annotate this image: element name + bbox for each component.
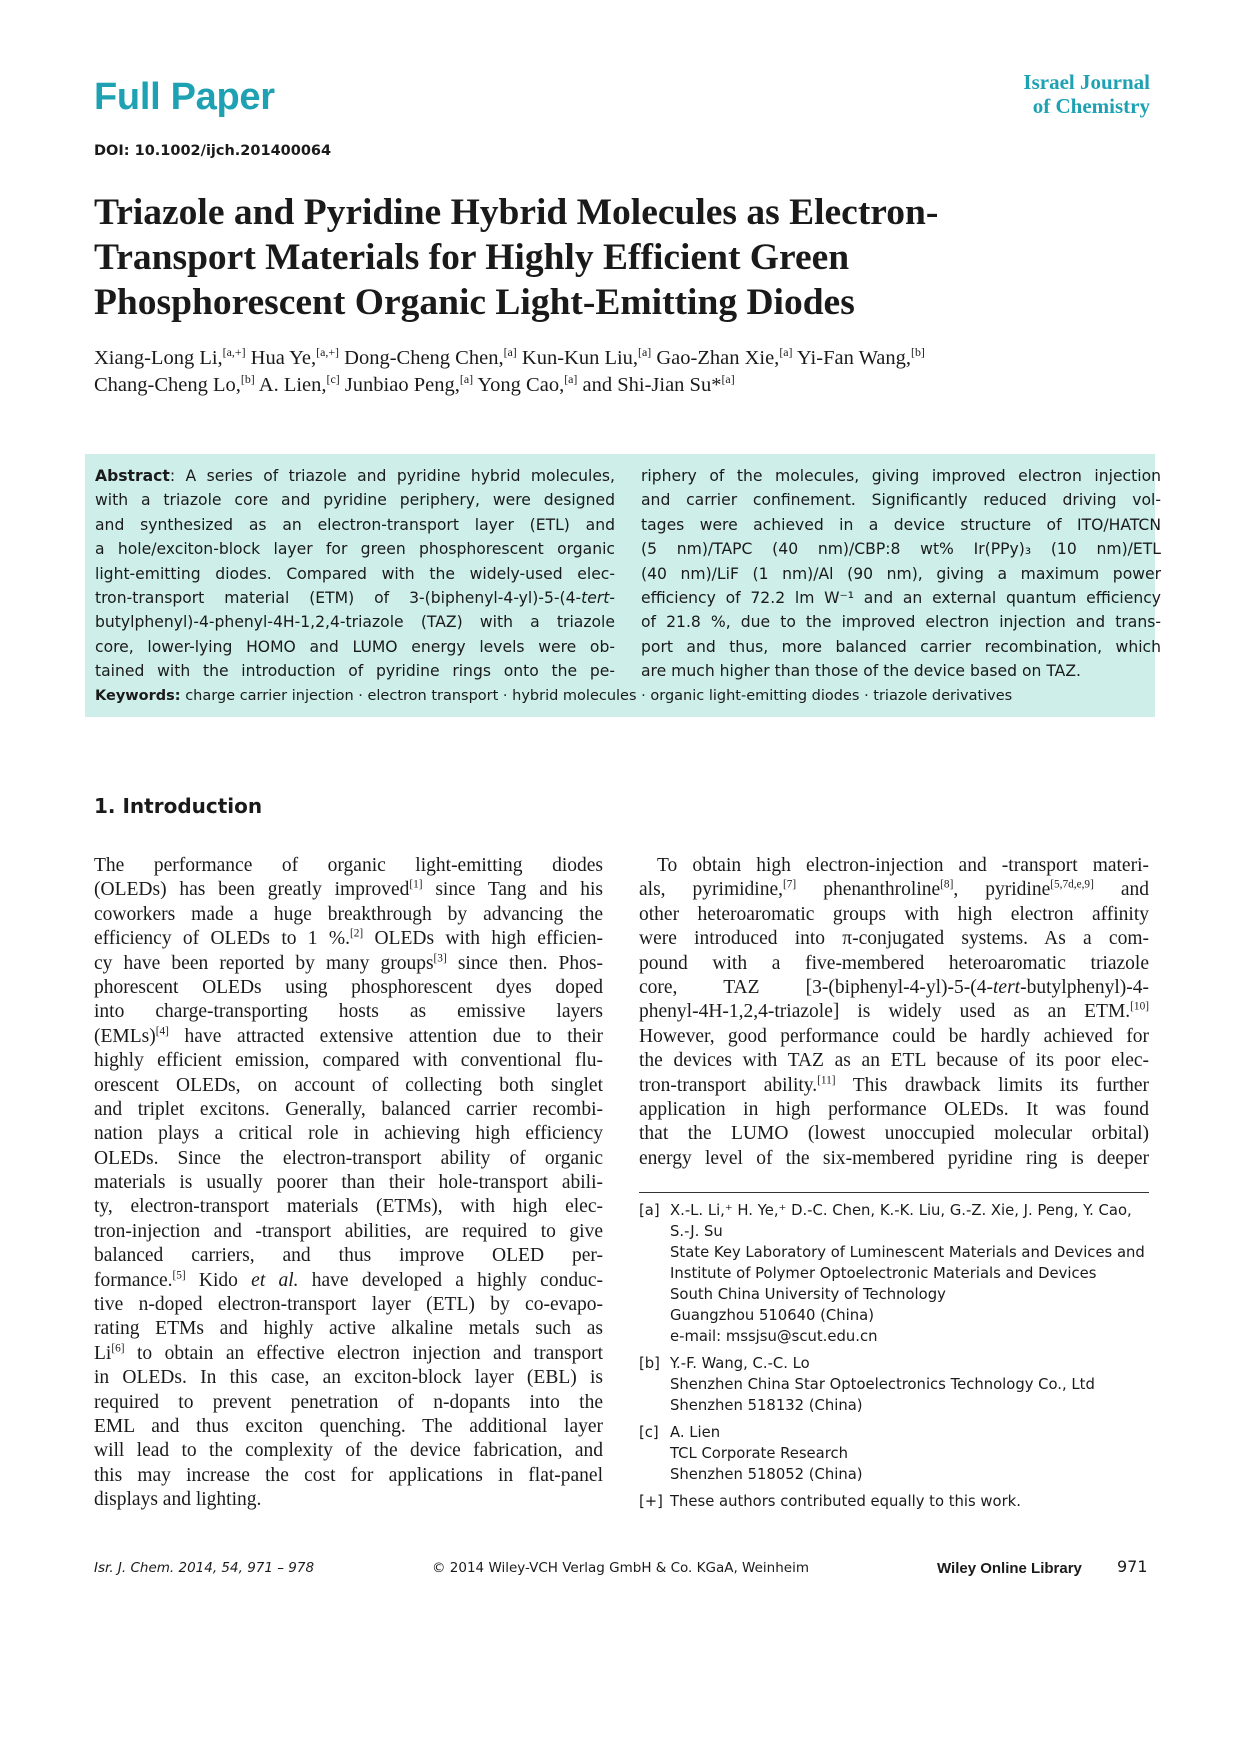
- text-line: energy level of the six-membered pyridine ring is deeper: [639, 1147, 1149, 1169]
- paper-title: [94, 190, 1094, 325]
- abstract-label: Abstract: [95, 467, 170, 485]
- abstract-right-column: [641, 464, 1161, 684]
- text-line: other heteroaromatic groups with high electron affinity: [639, 903, 1149, 925]
- abstract-line: core, lower-lying HOMO and LUMO energy levels were ob-: [95, 637, 615, 656]
- text-line: application in high performance OLEDs. It was found: [639, 1098, 1149, 1120]
- author-name: Junbiao Peng,: [344, 374, 460, 396]
- text-line: Li[6] to obtain an effective electron injection and transport: [94, 1342, 603, 1364]
- journal-name-line2: of Chemistry: [1032, 94, 1150, 118]
- affiliation-divider: [639, 1192, 1149, 1193]
- text-line: into charge-transporting hosts as emissive layers: [94, 1001, 603, 1023]
- author-list: [94, 345, 1154, 399]
- affiliations: [639, 1200, 1154, 1518]
- keywords: [95, 688, 1012, 704]
- intro-left-column: [94, 854, 603, 1513]
- abstract-line: [95, 464, 615, 488]
- text-line: als, pyrimidine,[7] phenanthroline[8], pyridine[5,7d,e,9] and: [639, 878, 1150, 901]
- affiliation: [639, 1200, 1154, 1347]
- affiliation: [639, 1422, 1154, 1485]
- author: [656, 347, 792, 369]
- author: [94, 347, 246, 369]
- abstract-line: and synthesized as an electron-transport layer (ETL) and: [95, 515, 615, 534]
- abstract-left-column: [95, 464, 615, 684]
- author: [797, 347, 925, 369]
- affiliation-line: TCL Corporate Research: [670, 1445, 848, 1462]
- section-heading-introduction: 1. Introduction: [94, 794, 263, 818]
- author-affiliation-mark: [a]: [721, 372, 735, 387]
- doi[interactable]: DOI: 10.1002/ijch.201400064: [94, 143, 332, 159]
- text-line: phorescent OLEDs using phosphorescent dyes doped: [94, 976, 603, 998]
- text-line: of 21.8 %, due to the improved electron injection and trans-: [641, 613, 1161, 632]
- author-name: Yi-Fan Wang,: [796, 347, 912, 369]
- author: [583, 374, 735, 396]
- affiliation-line: A. Lien: [670, 1424, 721, 1441]
- author-affiliation-mark: [a]: [564, 372, 578, 387]
- title-line: Phosphorescent Organic Light-Emitting Diodes: [94, 282, 855, 323]
- author-affiliation-mark: [c]: [326, 372, 340, 387]
- text-line: orescent OLEDs, on account of collecting both singlet: [94, 1074, 603, 1096]
- text-line: will lead to the complexity of the device fabrication, and: [94, 1440, 603, 1462]
- intro-right-column: [639, 854, 1149, 1171]
- text-line: However, good performance could be hardly achieved for: [639, 1025, 1149, 1047]
- text-line: OLEDs. Since the electron-transport ability of organic: [94, 1147, 603, 1169]
- author: [344, 347, 517, 369]
- author-affiliation-mark: [b]: [911, 345, 925, 360]
- journal-name-line1: Israel Journal: [1023, 70, 1150, 94]
- author: [522, 347, 651, 369]
- affiliation-line: Guangzhou 510640 (China): [670, 1307, 874, 1324]
- text-line: were introduced into π-conjugated systems. As a com-: [639, 928, 1149, 950]
- text-line: and carrier confinement. Significantly reduced driving vol-: [641, 491, 1161, 510]
- text-line: (40 nm)/LiF (1 nm)/Al (90 nm), giving a maximum power: [641, 564, 1161, 583]
- text-line: (OLEDs) has been greatly improved[1] since Tang and his: [94, 878, 603, 901]
- affiliation-tag: [a]: [639, 1202, 660, 1219]
- text-line: and triplet excitons. Generally, balanced carrier recombi-: [94, 1098, 603, 1120]
- author-name: and Shi-Jian Su*: [582, 374, 722, 396]
- text-line: are much higher than those of the device based on TAZ.: [641, 662, 1081, 681]
- abstract-line: tained with the introduction of pyridine rings onto the pe-: [95, 662, 615, 681]
- text-line: efficiency of 72.2 lm W⁻¹ and an external quantum efficiency: [641, 588, 1161, 607]
- author: [251, 347, 339, 369]
- keywords-label: Keywords:: [95, 688, 181, 704]
- text-line: (5 nm)/TAPC (40 nm)/CBP:8 wt% Ir(PPy)₃ (10 nm)/ETL: [641, 540, 1161, 559]
- author-name: Chang-Cheng Lo,: [94, 374, 241, 396]
- author-name: Dong-Cheng Chen,: [344, 347, 504, 369]
- author: [259, 374, 340, 396]
- abstract-text: : A series of triazole and pyridine hybrid molecules,: [169, 467, 615, 485]
- text-line: coworkers made a huge breakthrough by advancing the: [94, 903, 603, 925]
- author-affiliation-mark: [b]: [240, 372, 255, 387]
- author-name: A. Lien,: [258, 374, 327, 396]
- text-line: tron-transport ability.[11] This drawback limits its further: [639, 1074, 1150, 1096]
- title-line: Transport Materials for Highly Efficient Green: [94, 237, 850, 278]
- text-line: rating ETMs and highly active alkaline metals such as: [94, 1318, 603, 1340]
- text-line: the devices with TAZ as an ETL because of its poor elec-: [639, 1050, 1149, 1072]
- affiliation: [639, 1353, 1154, 1416]
- text-line: that the LUMO (lowest unoccupied molecular orbital): [639, 1123, 1149, 1145]
- text-line: tive n-doped electron-transport layer (ETL) by co-evapo-: [94, 1294, 603, 1316]
- abstract-line: butylphenyl)-4-phenyl-4H-1,2,4-triazole (TAZ) with a triazole: [95, 613, 615, 632]
- section-type-label: Full Paper: [94, 76, 275, 118]
- text-line: core, TAZ [3-(biphenyl-4-yl)-5-(4-tert-butylphenyl)-4-: [639, 976, 1149, 998]
- affiliation-line: Shenzhen 518052 (China): [670, 1466, 863, 1483]
- author: [94, 374, 255, 396]
- text-line: nation plays a critical role in achieving high efficiency: [94, 1123, 603, 1145]
- abstract-line: tron-transport material (ETM) of 3-(biphenyl-4-yl)-5-(4-tert-: [95, 588, 615, 607]
- author-name: Gao-Zhan Xie,: [656, 347, 780, 369]
- text-line: tages were achieved in a device structure of ITO/HATCN: [641, 515, 1161, 534]
- text-line: formance.[5] Kido et al. have developed a highly conduc-: [94, 1269, 603, 1291]
- author-name: Kun-Kun Liu,: [521, 347, 639, 369]
- author-affiliation-mark: [a,+]: [222, 345, 246, 360]
- footer-citation: Isr. J. Chem. 2014, 54, 971 – 978: [94, 1560, 315, 1576]
- text-line: The performance of organic light-emitting diodes: [94, 855, 603, 876]
- affiliation-tag: [+]: [639, 1493, 663, 1510]
- affiliation-line: Y.-F. Wang, C.-C. Lo: [670, 1355, 810, 1372]
- text-line: efficiency of OLEDs to 1 %.[2] OLEDs with high efficien-: [94, 927, 603, 950]
- text-line: balanced carriers, and thus improve OLED per-: [94, 1245, 603, 1267]
- author: [345, 374, 473, 396]
- affiliation-line: Shenzhen China Star Optoelectronics Technology Co., Ltd: [670, 1376, 1095, 1393]
- author-affiliation-mark: [a]: [459, 372, 474, 387]
- text-line: this may increase the cost for applications in flat-panel: [94, 1464, 603, 1486]
- author-affiliation-mark: [a]: [638, 345, 652, 360]
- page-number: 971: [1117, 1557, 1148, 1576]
- author-affiliation-mark: [a]: [503, 345, 517, 360]
- text-line: displays and lighting.: [94, 1489, 262, 1511]
- text-line: materials is usually poorer than their hole-transport abili-: [94, 1172, 603, 1194]
- affiliation-email[interactable]: e-mail: mssjsu@scut.edu.cn: [670, 1328, 878, 1345]
- affiliation-line: X.-L. Li,⁺ H. Ye,⁺ D.-C. Chen, K.-K. Liu, G.-Z. Xie, J. Peng, Y. Cao,: [670, 1202, 1132, 1219]
- footer-library[interactable]: Wiley Online Library: [937, 1560, 1082, 1577]
- affiliation-line: S.-J. Su: [670, 1223, 723, 1240]
- text-line: tron-injection and -transport abilities, are required to give: [94, 1220, 603, 1242]
- abstract-line: light-emitting diodes. Compared with the widely-used elec-: [95, 564, 615, 583]
- affiliation-line: Shenzhen 518132 (China): [670, 1397, 863, 1414]
- author-name: Xiang-Long Li,: [94, 347, 223, 369]
- text-line: pound with a five-membered heteroaromatic triazole: [639, 952, 1149, 974]
- abstract-box: [85, 454, 1161, 717]
- text-line: port and thus, more balanced carrier recombination, which: [641, 637, 1161, 656]
- affiliation-line: State Key Laboratory of Luminescent Materials and Devices and: [670, 1244, 1145, 1261]
- keywords-list: charge carrier injection · electron transport · hybrid molecules · organic light-emitting diodes · triazole derivatives: [185, 688, 1013, 704]
- text-line: required to prevent penetration of n-dopants into the: [94, 1391, 603, 1413]
- author-name: Yong Cao,: [477, 374, 565, 396]
- abstract-line: with a triazole core and pyridine periphery, were designed: [95, 491, 615, 510]
- affiliation-tag: [b]: [639, 1355, 660, 1372]
- text-line: in OLEDs. In this case, an exciton-block layer (EBL) is: [94, 1367, 603, 1389]
- text-line: EML and thus exciton quenching. The additional layer: [94, 1415, 603, 1437]
- text-line: cy have been reported by many groups[3] since then. Phos-: [94, 952, 603, 974]
- text-line: To obtain high electron-injection and -transport materi-: [657, 855, 1149, 876]
- text-line: phenyl-4H-1,2,4-triazole] is widely used as an ETM.[10]: [639, 1000, 1149, 1023]
- affiliation-line: Institute of Polymer Optoelectronic Materials and Devices: [670, 1265, 1097, 1282]
- text-line: (EMLs)[4] have attracted extensive attention due to their: [94, 1025, 603, 1047]
- journal-logo: [980, 70, 1150, 118]
- affiliation-line: These authors contributed equally to this work.: [670, 1493, 1021, 1510]
- title-line: Triazole and Pyridine Hybrid Molecules as Electron-: [94, 192, 939, 233]
- affiliation-line: South China University of Technology: [670, 1286, 946, 1303]
- text-line: ty, electron-transport materials (ETMs), with high elec-: [94, 1196, 603, 1218]
- abstract-line: a hole/exciton-block layer for green phosphorescent organic: [95, 540, 615, 559]
- text-line: highly efficient emission, compared with conventional flu-: [94, 1050, 603, 1072]
- author-affiliation-mark: [a,+]: [316, 345, 340, 360]
- author: [477, 374, 577, 396]
- author-name: Hua Ye,: [250, 347, 317, 369]
- text-line: riphery of the molecules, giving improved electron injection: [641, 467, 1161, 485]
- author-affiliation-mark: [a]: [779, 345, 793, 360]
- affiliation: [639, 1491, 1154, 1512]
- footer-copyright: © 2014 Wiley-VCH Verlag GmbH & Co. KGaA, Weinheim: [432, 1560, 809, 1576]
- affiliation-tag: [c]: [639, 1424, 659, 1441]
